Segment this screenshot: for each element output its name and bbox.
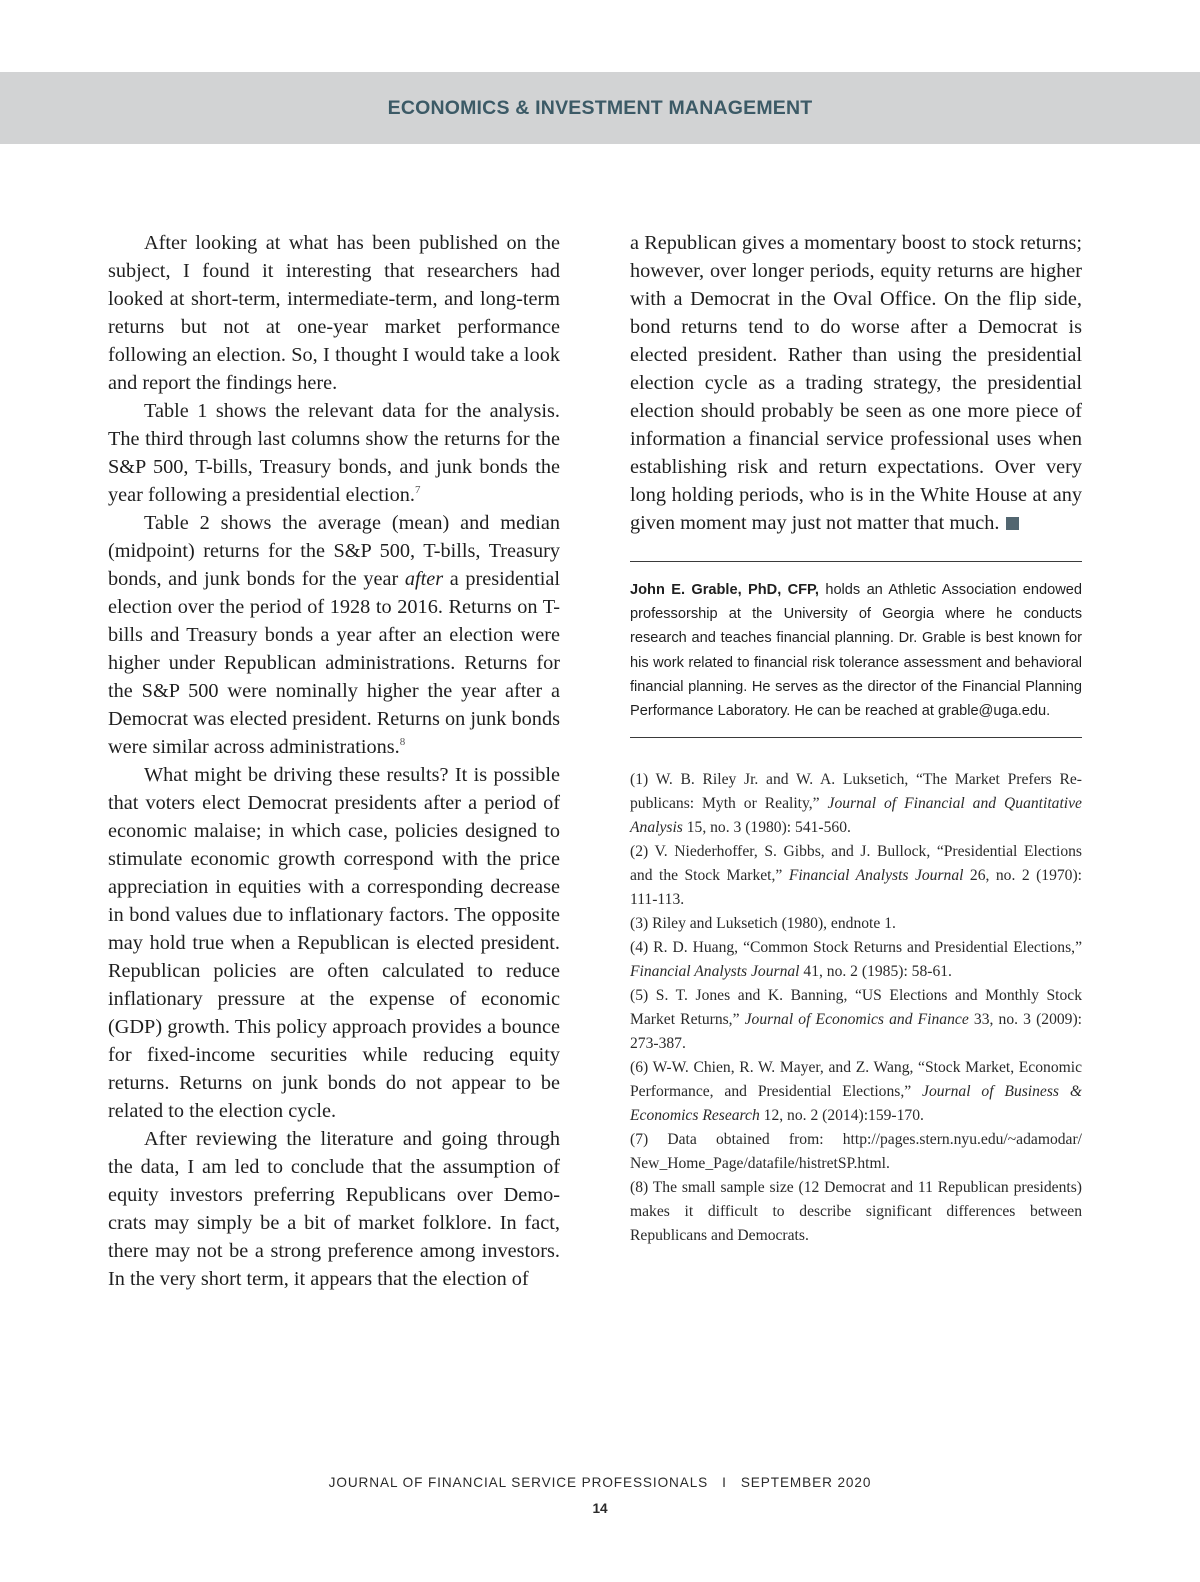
paragraph-3-text-end: a presidential election over the period of 1928 to 2016. Returns on T-bills and Treasury bonds a year after an election were higher under Republican administrations. Returns for the S&P 500 were nominally higher the year after a Democrat was elected president. Returns on junk bonds were similar across administrations. [108,568,560,758]
endnote-7 [630,1128,1082,1176]
bio-top-rule [630,561,1082,562]
endnote-4 [630,936,1082,984]
endnote-2 [630,840,1082,912]
endnote-2-citation: 26, no. 2 (1970): 111-113. [630,867,1083,909]
endnote-4-journal: Financial Analysts Journal [630,963,800,981]
endnote-1-journal: Journal of Financial and Quantitative Analysis [630,795,1082,837]
section-header-band [0,72,1200,144]
paragraph-3-emphasis: after [404,568,444,590]
endnote-8-text: (8) The small sample size (12 Democrat and 11 Republican presidents) makes it difficult to describe significant differences between Republicans and Democrats. [630,1179,1082,1245]
paragraph-1 [108,229,560,397]
paragraph-4-text: What might be driving these results? It is possible that voters elect Democrat presidents after a period of economic malaise; in which case, policies designed to stimulate economic growth correspond with the price appreciation in equities with a corresponding decrease in bond values due to inflationary factors. The opposite may hold true when a Republican is elected president. Republican policies are often calculated to reduce inflationary pressure at the expense of economic (GDP) growth. This policy approach provides a bounce for fixed-income securities while reducing equity returns. Returns on junk bonds do not appear to be related to the election cycle. [108,764,560,1122]
author-name: John E. Grable, PhD, CFP, [630,582,819,598]
paragraph-2 [108,397,560,509]
paragraph-5-text: After reviewing the literature and going through the data, I am led to conclude that the assumption of equity investors preferring Republicans over Democrats may simply be a bit of market folklore. In fact, there may not be a strong preference among investors. In the very short term, it appears that the election of [108,1128,560,1290]
journal-name: JOURNAL OF FINANCIAL SERVICE PROFESSIONALS [328,1475,709,1490]
endnote-1-citation: 15, no. 3 (1980): 541-560. [682,819,851,837]
endnote-6-text: (6) W-W. Chien, R. W. Mayer, and Z. Wang, “Stock Market, Economic Performance, and Presidential Elections,” [630,1059,1082,1101]
endnote-7-text: (7) Data obtained from: http://pages.stern.nyu.edu/~adamodar/ New_Home_Page/datafile/histretSP.html. [630,1131,1082,1173]
page-number: 14 [592,1501,608,1516]
endnote-6-journal: Journal of Business & Economics Research [630,1083,1082,1125]
endnote-8 [630,1176,1082,1248]
footer-separator: I [722,1475,727,1490]
endnote-1-text: (1) W. B. Riley Jr. and W. A. Luksetich, “The Market Prefers Republicans: Myth or Reality,” [630,771,1082,813]
endnote-6-citation: 12, no. 2 (2014):159-170. [759,1107,924,1125]
endnote-ref-7: 7 [414,484,421,497]
footer-line [0,1474,1200,1492]
author-bio-text: holds an Athletic Association endowed professorship at the University of Georgia where he conducts research and teaches financial planning. Dr. Grable is best known for his work related to financial risk tolerance assessment and behavioral financial planning. He serves as the director of the Financial Planning Performance Laboratory. He can be reached at grable@uga.edu. [630,582,1082,720]
author-bio [630,578,1082,723]
endnote-2-journal: Financial Analysts Journal [788,867,964,885]
endnote-5 [630,984,1082,1056]
paragraph-1-text: After looking at what has been published on the subject, I found it interesting that researchers had looked at short-term, intermediate-term, and long-term returns but not at one-year market performance following an election. So, I thought I would take a look and report the findings here. [108,232,560,394]
endnote-3 [630,912,1082,936]
endnote-ref-8: 8 [399,736,406,749]
paragraph-3 [108,509,560,761]
paragraph-2-text: Table 1 shows the relevant data for the analysis. The third through last columns show the returns for the S&P 500, T-bills, Treasury bonds, and junk bonds the year following a presidential election. [108,400,560,506]
left-column [108,229,560,1293]
paragraph-4 [108,761,560,1125]
endnote-5-text: (5) S. T. Jones and K. Banning, “US Elections and Monthly Stock Market Returns,” [630,987,1082,1029]
endnote-1 [630,768,1082,840]
endnote-2-text: (2) V. Niederhoffer, S. Gibbs, and J. Bullock, “Presidential Elections and the Stock Market,” [630,843,1082,885]
endnote-3-text: (3) Riley and Luksetich (1980), endnote 1. [630,915,896,933]
endnote-6 [630,1056,1082,1128]
endnotes [630,768,1082,1248]
issue-date: SEPTEMBER 2020 [740,1475,872,1490]
section-title: ECONOMICS & INVESTMENT MANAGEMENT [387,96,813,119]
right-column-paragraph [630,229,1082,537]
right-column [630,229,1082,1248]
right-column-paragraph-text: a Republican gives a momentary boost to stock returns; however, over longer periods, equity returns are higher with a Democrat in the Oval Office. On the flip side, bond returns tend to do worse after a Democrat is elected president. Rather than using the presidential election cycle as a trading strategy, the presidential election should probably be seen as one more piece of information a financial service professional uses when establishing risk and return expectations. Over very long holding periods, who is in the White House at any given moment may just not matter that much. [630,232,1082,534]
end-of-article-square-icon [1006,517,1019,530]
endnote-4-text: (4) R. D. Huang, “Common Stock Returns and Presidential Elections,” [630,939,1082,957]
endnote-5-citation: 33, no. 3 (2009): 273-387. [630,1011,1082,1053]
paragraph-5 [108,1125,560,1293]
page-footer [0,1474,1200,1518]
endnote-4-citation: 41, no. 2 (1985): 58-61. [799,963,952,981]
bio-bottom-rule [630,737,1082,738]
endnote-5-journal: Journal of Economics and Finance [744,1011,969,1029]
paragraph-3-text-start: Table 2 shows the average (mean) and median (midpoint) returns for the S&P 500, T-bills, Treasury bonds, and junk bonds for the year [108,512,560,590]
